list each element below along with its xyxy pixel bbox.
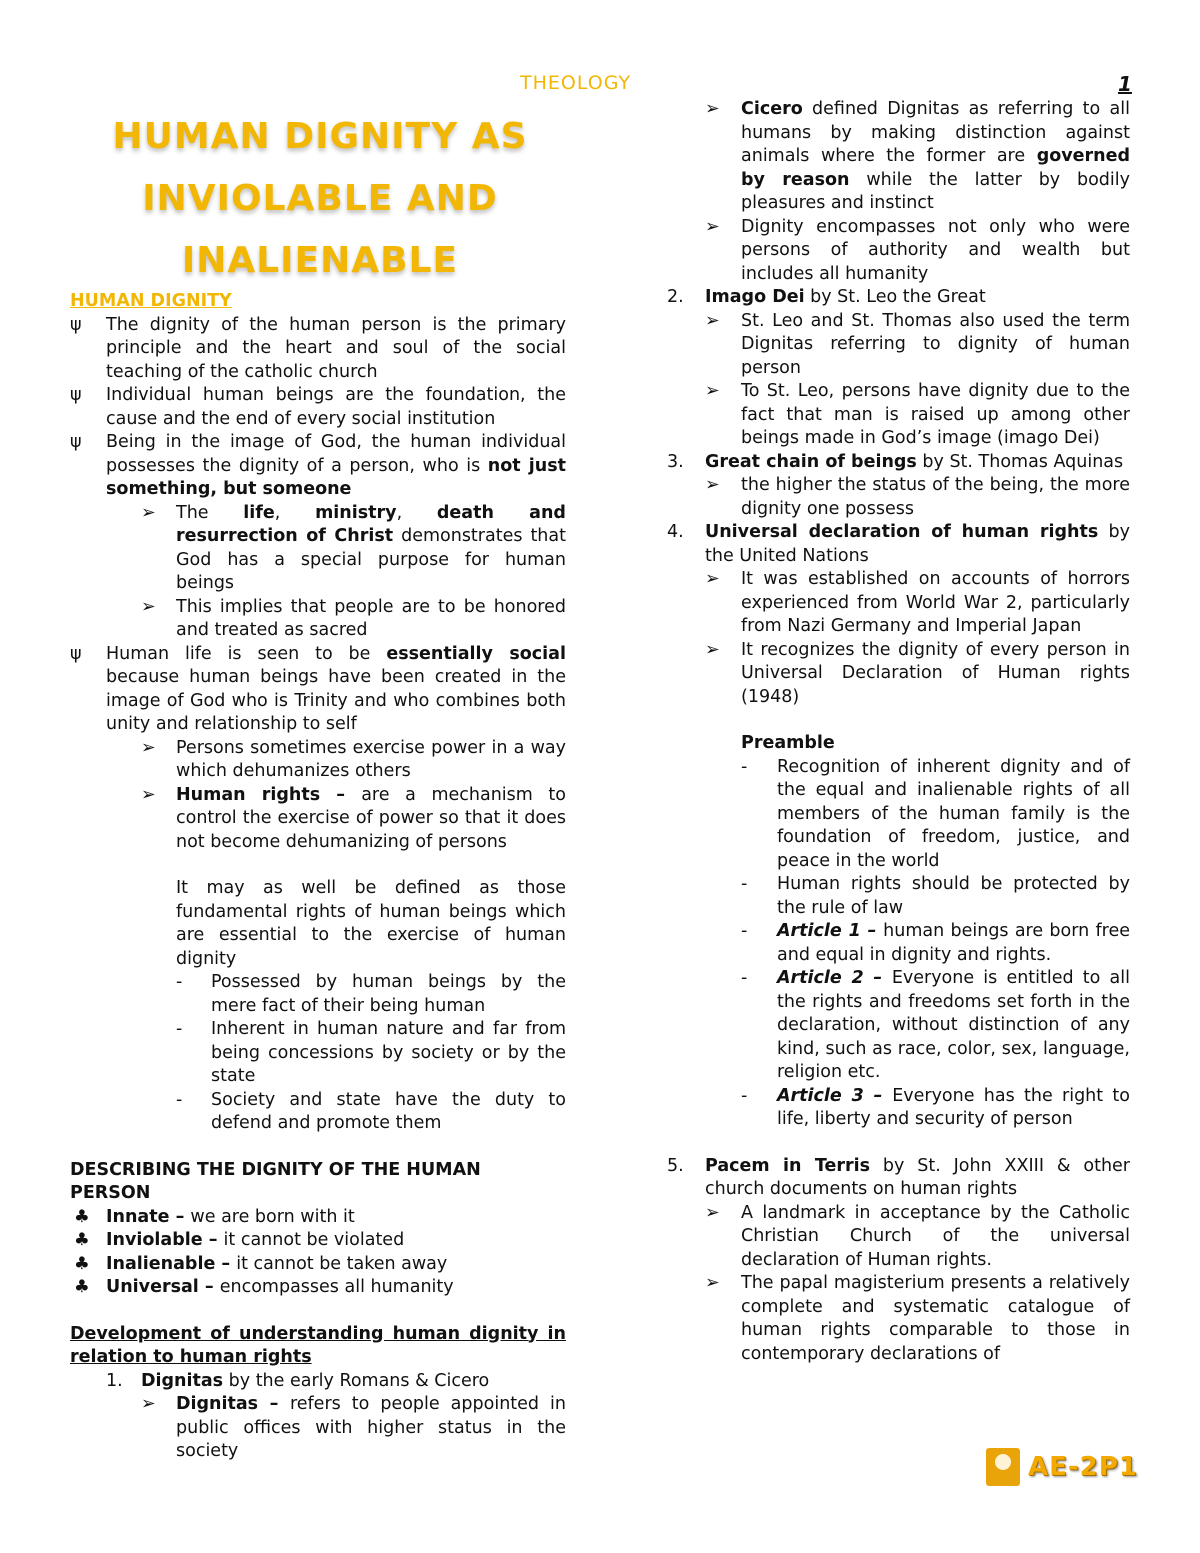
list-item bbox=[70, 737, 566, 784]
club-bullet-icon: ♣ bbox=[74, 1253, 90, 1274]
arrow-bullet-icon: ➢ bbox=[705, 1273, 720, 1293]
list-item bbox=[70, 1253, 566, 1277]
list-item bbox=[667, 920, 1130, 967]
list-item bbox=[70, 1276, 566, 1300]
list-item bbox=[70, 431, 566, 502]
paragraph-text: Dignitas – refers to people appointed in public offices with higher status in the society bbox=[176, 1394, 566, 1461]
paragraph-text: Possessed by human beings by the mere fact of their being human bbox=[211, 972, 566, 1016]
paragraph-text: Pacem in Terris by St. John XXIII & other church documents on human rights bbox=[705, 1155, 1130, 1199]
list-item bbox=[70, 643, 566, 737]
arrow-bullet-icon: ➢ bbox=[141, 596, 156, 617]
club-bullet-icon: ♣ bbox=[74, 1277, 90, 1297]
paragraph-text: It was established on accounts of horrors experienced from World War 2, particularly from Nazi Germany and Imperial Japan bbox=[741, 569, 1130, 636]
arrow-bullet-icon: ➢ bbox=[705, 381, 720, 401]
list-item bbox=[667, 474, 1130, 521]
list-item bbox=[70, 1206, 566, 1230]
list-item bbox=[70, 502, 566, 596]
title-line-2: INVIOLABLE AND bbox=[142, 178, 498, 219]
paragraph-text: Society and state have the duty to defend and promote them bbox=[211, 1089, 566, 1133]
paragraph-text: the higher the status of the being, the more dignity one possess bbox=[741, 475, 1130, 519]
list-item bbox=[667, 1202, 1130, 1273]
paragraph-text: The dignity of the human person is the primary principle and the heart and soul of the social teaching of the catholic church bbox=[106, 314, 566, 382]
arrow-bullet-icon: ➢ bbox=[141, 1394, 156, 1414]
psi-bullet-icon: ψ bbox=[70, 432, 82, 452]
left-column bbox=[70, 290, 566, 1464]
list-item bbox=[70, 971, 566, 1018]
arrow-bullet-icon: ➢ bbox=[705, 216, 720, 237]
arrow-bullet-icon: ➢ bbox=[141, 502, 156, 523]
list-item bbox=[70, 384, 566, 431]
brand-text: AE-2P1 bbox=[1028, 1452, 1138, 1482]
list-item bbox=[70, 1393, 566, 1464]
dash-bullet-icon: - bbox=[741, 968, 748, 988]
list-number: 3. bbox=[667, 451, 684, 472]
list-item bbox=[667, 521, 1130, 568]
paragraph-text: Article 1 – human beings are born free and equal in dignity and rights. bbox=[777, 921, 1130, 965]
paragraph-text: It may as well be defined as those fundamental rights of human beings which are essential to the exercise of human dignity bbox=[176, 878, 566, 969]
paragraph-text: Imago Dei by St. Leo the Great bbox=[705, 287, 986, 307]
list-item bbox=[70, 784, 566, 855]
paragraph-text: The papal magisterium presents a relatively complete and systematic catalogue of human rights comparable to those in contemporary declarations of bbox=[741, 1273, 1130, 1364]
paragraph-text: Inalienable – it cannot be taken away bbox=[106, 1253, 448, 1274]
document-title bbox=[70, 106, 570, 292]
paragraph-text: This implies that people are to be honored and treated as sacred bbox=[176, 596, 566, 640]
section-heading-human-dignity: HUMAN DIGNITY bbox=[70, 291, 232, 311]
list-item bbox=[667, 967, 1130, 1085]
arrow-bullet-icon: ➢ bbox=[141, 737, 156, 758]
paragraph-text: Cicero defined Dignitas as referring to all humans by making distinction against animals where the former are governed by reason while the latter by bodily pleasures and instinct bbox=[741, 99, 1130, 213]
dash-bullet-icon: - bbox=[741, 756, 748, 777]
paragraph-text: Recognition of inherent dignity and of the equal and inalienable rights of all members of the human family is the foundation of freedom, justice, and peace in the world bbox=[777, 756, 1130, 871]
list-item bbox=[70, 1370, 566, 1394]
paragraph-text: Human rights – are a mechanism to control the exercise of power so that it does not become dehumanizing of persons bbox=[176, 784, 566, 852]
arrow-bullet-icon: ➢ bbox=[705, 310, 720, 331]
dash-bullet-icon: - bbox=[176, 972, 183, 992]
paragraph-text: Persons sometimes exercise power in a way which dehumanizes others bbox=[176, 737, 566, 781]
list-item bbox=[667, 98, 1130, 216]
paragraph-text: The life, ministry, death and resurrection of Christ demonstrates that God has a special purpose for human beings bbox=[176, 502, 566, 593]
paragraph-text: Human life is seen to be essentially social because human beings have been created in the image of God who is Trinity and who combines both unity and relationship to self bbox=[106, 643, 566, 734]
section-heading-development: Development of understanding human dignity in relation to human rights bbox=[70, 1323, 566, 1367]
psi-bullet-icon: ψ bbox=[70, 643, 82, 664]
list-number: 1. bbox=[106, 1370, 123, 1391]
list-item bbox=[667, 756, 1130, 874]
paragraph-text: To St. Leo, persons have dignity due to the fact that man is raised up among other beings made in God’s image (imago Dei) bbox=[741, 381, 1130, 448]
list-item bbox=[667, 451, 1130, 475]
paragraph-text: Inherent in human nature and far from being concessions by society or by the state bbox=[211, 1019, 566, 1086]
paragraph-text: Universal declaration of human rights by the United Nations bbox=[705, 522, 1131, 566]
paragraph-text: Being in the image of God, the human individual possesses the dignity of a person, who is not just something, but someone bbox=[106, 432, 566, 499]
list-item bbox=[70, 1018, 566, 1089]
list-item bbox=[70, 596, 566, 643]
list-number: 4. bbox=[667, 522, 684, 542]
paragraph-text: Individual human beings are the foundation, the cause and the end of every social institution bbox=[106, 385, 566, 429]
paragraph-text: Article 2 – Everyone is entitled to all the rights and freedoms set forth in the declaration, without distinction of any kind, such as race, color, sex, language, religion etc. bbox=[777, 968, 1130, 1082]
paragraph-text: It recognizes the dignity of every person in Universal Declaration of Human rights (1948) bbox=[741, 639, 1130, 707]
club-bullet-icon: ♣ bbox=[74, 1206, 90, 1227]
dash-bullet-icon: - bbox=[176, 1019, 183, 1039]
title-line-1: HUMAN DIGNITY AS bbox=[112, 116, 528, 157]
paragraph-text: A landmark in acceptance by the Catholic Christian Church of the universal declaration of Human rights. bbox=[741, 1202, 1130, 1270]
list-number: 5. bbox=[667, 1155, 684, 1176]
list-item bbox=[70, 314, 566, 385]
list-item bbox=[667, 1085, 1130, 1132]
header-subject: THEOLOGY bbox=[520, 72, 632, 94]
arrow-bullet-icon: ➢ bbox=[705, 475, 720, 495]
list-item bbox=[667, 310, 1130, 381]
list-item bbox=[667, 1272, 1130, 1366]
paragraph-text: Great chain of beings by St. Thomas Aquinas bbox=[705, 451, 1124, 472]
list-number: 2. bbox=[667, 287, 684, 307]
dash-bullet-icon: - bbox=[741, 921, 748, 941]
paragraph-text: St. Leo and St. Thomas also used the term Dignitas referring to dignity of human person bbox=[741, 310, 1130, 378]
list-item bbox=[667, 639, 1130, 710]
list-item bbox=[70, 1089, 566, 1136]
dash-bullet-icon: - bbox=[741, 874, 748, 894]
list-item bbox=[667, 216, 1130, 287]
arrow-bullet-icon: ➢ bbox=[705, 99, 720, 119]
psi-bullet-icon: ψ bbox=[70, 385, 82, 405]
paragraph-text: Human rights should be protected by the rule of law bbox=[777, 874, 1130, 918]
arrow-bullet-icon: ➢ bbox=[705, 569, 720, 589]
dash-bullet-icon: - bbox=[741, 1085, 748, 1106]
arrow-bullet-icon: ➢ bbox=[141, 784, 156, 805]
dash-bullet-icon: - bbox=[176, 1089, 183, 1110]
list-item bbox=[70, 1229, 566, 1253]
list-item bbox=[667, 568, 1130, 639]
psi-bullet-icon: ψ bbox=[70, 314, 82, 335]
definition-paragraph bbox=[70, 877, 566, 971]
paragraph-text: Innate – we are born with it bbox=[106, 1206, 355, 1227]
title-line-3: INALIENABLE bbox=[181, 240, 459, 281]
list-item bbox=[667, 873, 1130, 920]
arrow-bullet-icon: ➢ bbox=[705, 639, 720, 660]
list-item bbox=[667, 380, 1130, 451]
avatar-icon bbox=[986, 1448, 1020, 1486]
paragraph-text: Inviolable – it cannot be violated bbox=[106, 1230, 405, 1250]
right-column bbox=[667, 98, 1130, 1366]
paragraph-text: Dignitas by the early Romans & Cicero bbox=[141, 1370, 490, 1391]
paragraph-text: Dignity encompasses not only who were persons of authority and wealth but includes all humanity bbox=[741, 216, 1130, 284]
club-bullet-icon: ♣ bbox=[74, 1230, 90, 1250]
list-item bbox=[667, 1155, 1130, 1202]
paragraph-text: Universal – encompasses all humanity bbox=[106, 1277, 454, 1297]
page-number: 1 bbox=[1118, 72, 1132, 96]
list-item bbox=[667, 286, 1130, 310]
section-heading-describing: DESCRIBING THE DIGNITY OF THE HUMAN PERSON bbox=[70, 1159, 481, 1203]
brand-logo bbox=[986, 1448, 1138, 1486]
preamble-heading: Preamble bbox=[741, 733, 835, 753]
arrow-bullet-icon: ➢ bbox=[705, 1202, 720, 1223]
paragraph-text: Article 3 – Everyone has the right to life, liberty and security of person bbox=[777, 1085, 1131, 1129]
